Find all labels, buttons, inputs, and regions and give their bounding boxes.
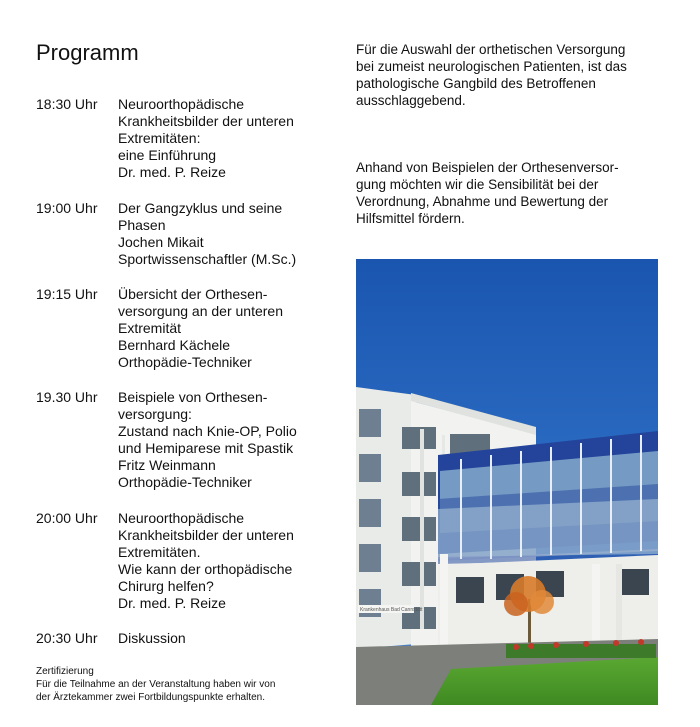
programme-line: Diskussion bbox=[118, 630, 186, 646]
certification-note bbox=[36, 665, 275, 704]
intro-line: gung möchten wir die Sensibilität bei der bbox=[356, 177, 599, 192]
programme-time: 19.30 Uhr bbox=[36, 389, 98, 405]
hospital-sign-text: Krankenhaus Bad Cannstatt bbox=[360, 607, 423, 613]
programme-time: 19:15 Uhr bbox=[36, 286, 98, 302]
programme-description bbox=[118, 630, 338, 647]
programme-line: versorgung: bbox=[118, 406, 192, 422]
programme-time: 18:30 Uhr bbox=[36, 96, 98, 112]
programme-speaker: Dr. med. P. Reize bbox=[118, 595, 226, 611]
programme-line: Sportwissenschaftler (M.Sc.) bbox=[118, 251, 297, 267]
programme-line: Orthopädie-Techniker bbox=[118, 354, 252, 370]
page-title: Programm bbox=[36, 40, 139, 65]
programme-line: Phasen bbox=[118, 217, 166, 233]
programme-line: Krankheitsbilder der unteren bbox=[118, 113, 294, 129]
hospital-illustration bbox=[356, 259, 658, 705]
intro-line: Für die Auswahl der orthetischen Versorgung bbox=[356, 42, 626, 57]
programme-line: Wie kann der orthopädische bbox=[118, 561, 293, 577]
programme-line: Der Gangzyklus und seine bbox=[118, 200, 283, 216]
hospital-building-photo bbox=[356, 259, 658, 705]
programme-speaker: Fritz Weinmann bbox=[118, 457, 216, 473]
programme-time: 20:30 Uhr bbox=[36, 630, 98, 646]
programme-speaker: Jochen Mikait bbox=[118, 234, 204, 250]
programme-line: und Hemiparese mit Spastik bbox=[118, 440, 294, 456]
intro-line: ausschlaggebend. bbox=[356, 93, 466, 108]
programme-line: versorgung an der unteren bbox=[118, 303, 283, 319]
programme-line: Beispiele von Orthesen- bbox=[118, 389, 268, 405]
programme-line: Chirurg helfen? bbox=[118, 578, 214, 594]
certification-line: Für die Teilnahme an der Veranstaltung haben wir von bbox=[36, 679, 276, 690]
programme-speaker: Dr. med. P. Reize bbox=[118, 164, 226, 180]
programme-line: Extremitäten: bbox=[118, 130, 201, 146]
programme-line: Neuroorthopädische bbox=[118, 96, 245, 112]
programme-description bbox=[118, 510, 338, 612]
programme-line: Krankheitsbilder der unteren bbox=[118, 527, 294, 543]
programme-description bbox=[118, 389, 338, 491]
intro-line: Anhand von Beispielen der Orthesenversor- bbox=[356, 160, 619, 175]
intro-line: bei zumeist neurologischen Patienten, ist das bbox=[356, 59, 627, 74]
programme-line: Orthopädie-Techniker bbox=[118, 474, 252, 490]
intro-line: Hilfsmittel fördern. bbox=[356, 211, 465, 226]
intro-line: pathologische Gangbild des Betroffenen bbox=[356, 76, 596, 91]
programme-line: Zustand nach Knie-OP, Polio bbox=[118, 423, 297, 439]
programme-line: Extremitäten. bbox=[118, 544, 201, 560]
certification-line: der Ärztekammer zwei Fortbildungspunkte erhalten. bbox=[36, 692, 265, 703]
intro-paragraph-2 bbox=[356, 159, 666, 227]
intro-paragraph-1 bbox=[356, 41, 666, 109]
programme-time: 20:00 Uhr bbox=[36, 510, 98, 526]
programme-time: 19:00 Uhr bbox=[36, 200, 98, 216]
programme-description bbox=[118, 200, 338, 268]
programme-line: Neuroorthopädische bbox=[118, 510, 245, 526]
certification-heading: Zertifizierung bbox=[36, 666, 94, 677]
programme-line: Übersicht der Orthesen- bbox=[118, 286, 268, 302]
intro-line: Verordnung, Abnahme und Bewertung der bbox=[356, 194, 609, 209]
programme-description bbox=[118, 96, 338, 181]
programme-line: Extremität bbox=[118, 320, 182, 336]
programme-description bbox=[118, 286, 338, 371]
programme-speaker: Bernhard Kächele bbox=[118, 337, 231, 353]
programme-line: eine Einführung bbox=[118, 147, 217, 163]
